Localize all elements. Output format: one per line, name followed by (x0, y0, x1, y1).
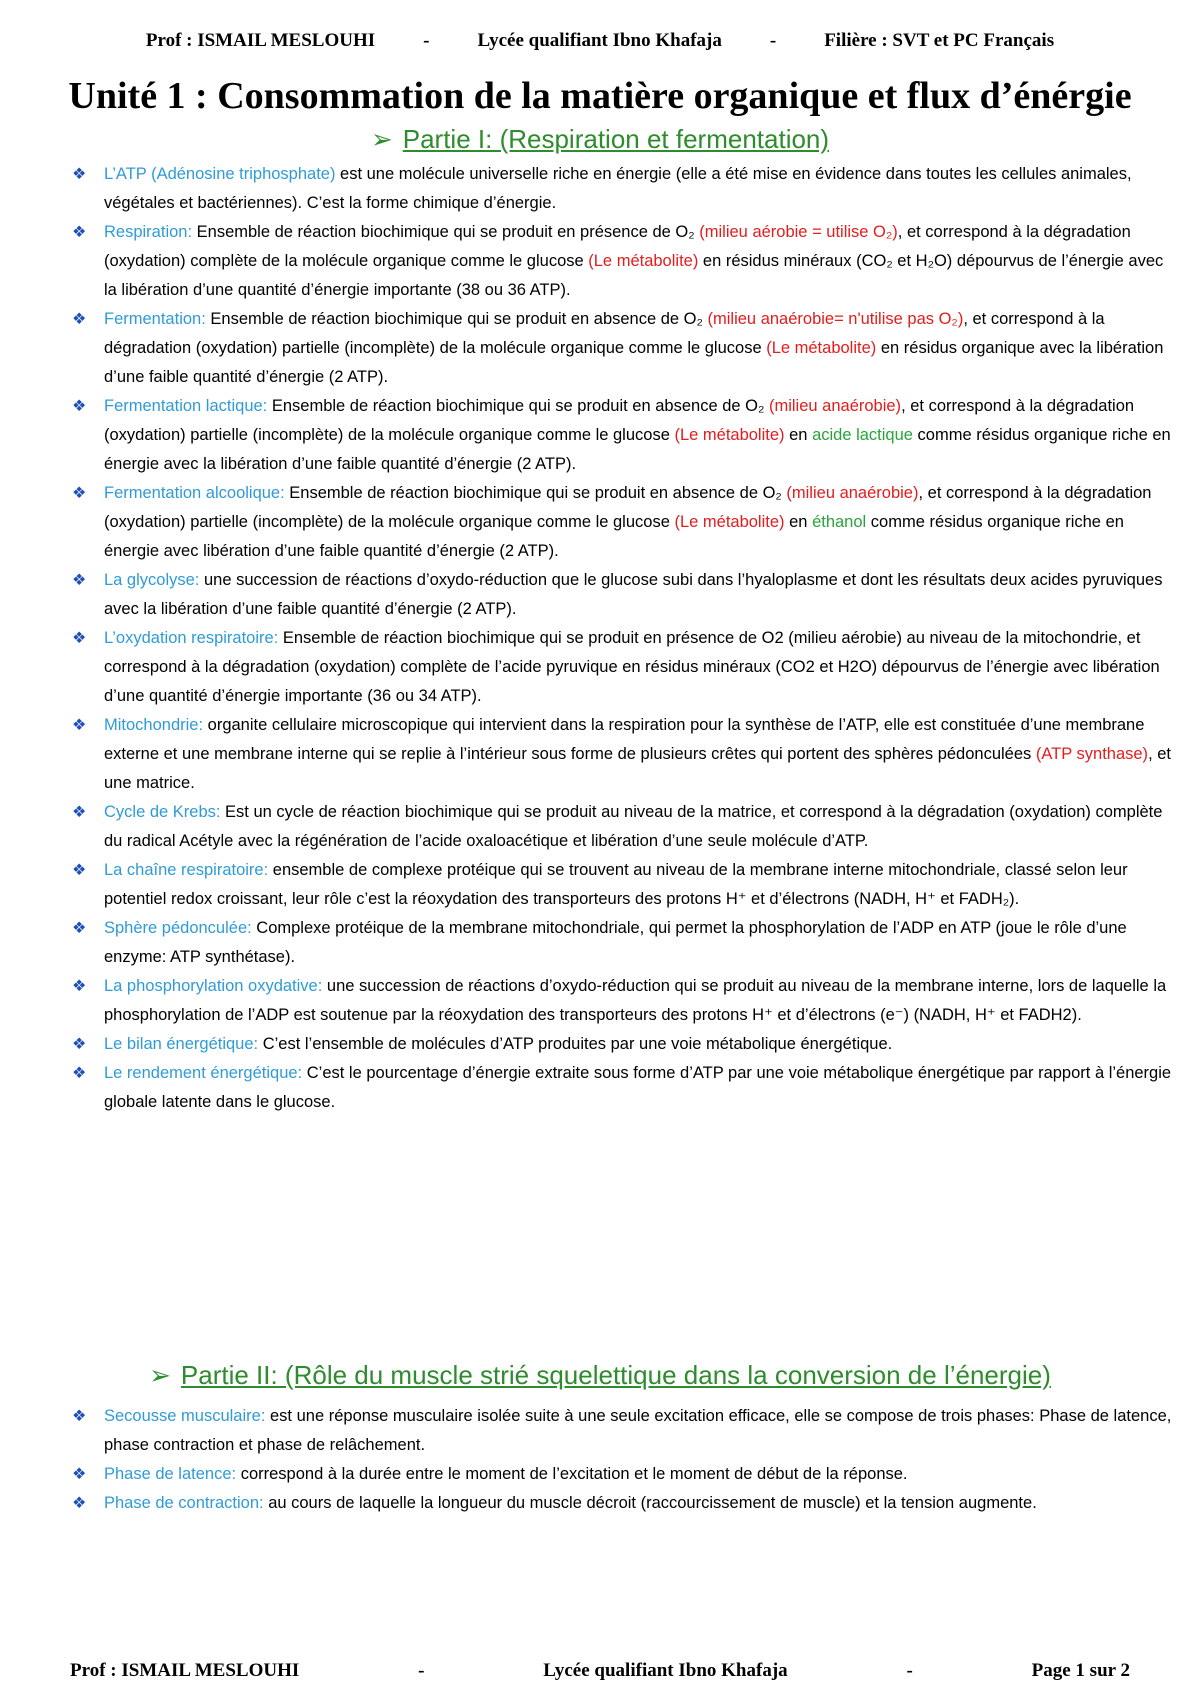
list-item (62, 914, 1172, 972)
term-label: Fermentation alcoolique: (104, 484, 285, 502)
definition-text: , et correspond à la dégradation (oxydation) complète de la molécule organique comme le glucose (104, 223, 1131, 270)
highlight-red: (Le métabolite) (766, 339, 877, 357)
term-label: Le rendement énergétique: (104, 1064, 303, 1082)
term-label: Fermentation lactique: (104, 397, 268, 415)
highlight-red: (milieu anaérobie) (786, 484, 919, 502)
footer-separator: - (906, 1660, 913, 1681)
term-label: L’ATP (Adénosine triphosphate) (104, 165, 336, 183)
diamond-bullet-icon: ❖ (72, 717, 87, 734)
term-label: Le bilan énergétique: (104, 1035, 259, 1053)
part-2-label: Partie II: (Rôle du muscle strié squelettique dans la conversion de l’énergie) (180, 1360, 1051, 1390)
term-label: La phosphorylation oxydative: (104, 977, 323, 995)
definitions-list-part-2 (62, 1402, 1172, 1518)
diamond-bullet-icon: ❖ (72, 920, 87, 937)
diamond-bullet-icon: ❖ (72, 166, 87, 183)
definition-text: Ensemble de réaction biochimique qui se produit en absence de O₂ (205, 310, 708, 328)
diamond-bullet-icon: ❖ (72, 1036, 87, 1053)
page-title: Unité 1 : Consommation de la matière organique et flux d’énérgie (68, 75, 1132, 117)
term-label: La glycolyse: (104, 571, 200, 589)
list-item (62, 160, 1172, 218)
definition-text: comme résidus organique riche en énergie avec libération d’une faible quantité d’énergie (2 ATP). (104, 513, 1124, 560)
definition-text: en (784, 426, 813, 444)
list-item (62, 798, 1172, 856)
definition-text: au cours de laquelle la longueur du muscle décroit (raccourcissement de muscle) et la tension augmente. (263, 1494, 1037, 1512)
highlight-red: (Le métabolite) (674, 513, 785, 531)
part-1-label: Partie I: (Respiration et fermentation) (402, 124, 830, 154)
highlight-red: (Le métabolite) (674, 426, 785, 444)
definition-text: une succession de réactions d’oxydo-réduction que le glucose subi dans l’hyaloplasme et dont les résultats deux acides pyruviques avec la libération d’une faible quantité d’énergie (2 ATP). (104, 571, 1163, 618)
highlight-red: (Le métabolite) (588, 252, 699, 270)
definition-text: C’est le pourcentage d’énergie extraite sous forme d’ATP par une voie métabolique énergétique par rapport à l’énergie globale latente dans le glucose. (104, 1064, 1172, 1111)
highlight-red: (milieu anaérobie= n'utilise pas O₂) (707, 310, 964, 328)
definition-text: en résidus minéraux (CO₂ et H₂O) dépourvus de l’énergie avec la libération d’une quantité d’énergie importante (38 ou 36 ATP). (104, 252, 1164, 299)
part-2-heading (0, 1360, 1200, 1391)
term-label: Fermentation: (104, 310, 206, 328)
diamond-bullet-icon: ❖ (72, 1495, 87, 1512)
page-number: Page 1 sur 2 (1031, 1660, 1130, 1681)
definitions-list-part-1 (62, 160, 1172, 1117)
diamond-bullet-icon: ❖ (72, 398, 87, 415)
part-1-heading (0, 124, 1200, 155)
definition-text: comme résidus organique riche en énergie avec la libération d’une faible quantité d’énergie (2 ATP). (104, 426, 1171, 473)
definition-text: C’est l’ensemble de molécules d’ATP produites par une voie métabolique énergétique. (258, 1035, 893, 1053)
term-label: Mitochondrie: (104, 716, 204, 734)
highlight-red: (ATP synthase) (1035, 745, 1149, 763)
diamond-bullet-icon: ❖ (72, 1466, 87, 1483)
highlight-green: acide lactique (812, 426, 913, 444)
header-school: Lycée qualifiant Ibno Khafaja (477, 30, 722, 51)
term-label: L’oxydation respiratoire: (104, 629, 279, 647)
highlight-red: (milieu anaérobie) (768, 397, 902, 415)
footer-separator: - (418, 1660, 425, 1681)
highlight-green: éthanol (812, 513, 867, 531)
term-label: La chaîne respiratoire: (104, 861, 269, 879)
definition-text: Ensemble de réaction biochimique qui se produit en présence de O2 (milieu aérobie) au niveau de la mitochondrie, et correspond à la dégradation (oxydation) complète de l’acide pyruvique en résidus minéraux (CO2 et H2O) dépourvus de l’énergie avec libération d’une quantité d’énergie importante (36 ou 34 ATP). (104, 629, 1160, 705)
diamond-bullet-icon: ❖ (72, 1408, 87, 1425)
diamond-bullet-icon: ❖ (72, 224, 87, 241)
page-header (0, 30, 1200, 52)
header-prof: Prof : ISMAIL MESLOUHI (145, 30, 376, 51)
diamond-bullet-icon: ❖ (72, 572, 87, 589)
term-label: Phase de contraction: (104, 1494, 264, 1512)
list-item (62, 711, 1172, 798)
list-item (62, 1489, 1172, 1518)
definition-text: en (784, 513, 813, 531)
header-separator: - (769, 30, 777, 51)
list-item (62, 1402, 1172, 1460)
list-item (62, 624, 1172, 711)
list-item (62, 566, 1172, 624)
diamond-bullet-icon: ❖ (72, 862, 87, 879)
definition-text: en résidus organique avec la libération d’une faible quantité d’énergie (2 ATP). (104, 339, 1164, 386)
definition-text: une succession de réactions d’oxydo-réduction qui se produit au niveau de la membrane interne, lors de laquelle la phosphorylation de l’ADP est soutenue par la réoxydation des transporteurs des protons H⁺ et d’électrons (e⁻) (NADH, H⁺ et FADH2). (104, 977, 1167, 1024)
list-item (62, 972, 1172, 1030)
definition-text: organite cellulaire microscopique qui intervient dans la respiration pour la synthèse de l’ATP, elle est constituée d’une membrane externe et une membrane interne qui se replie à l’intérieur sous forme de plusieurs crêtes qui portent des sphères pédonculées (104, 716, 1145, 763)
header-separator: - (423, 30, 430, 51)
definition-text: Ensemble de réaction biochimique qui se produit en absence de O₂ (284, 484, 787, 502)
term-label: Cycle de Krebs: (104, 803, 221, 821)
definition-text: , et correspond à la dégradation (oxydation) partielle (incomplète) de la molécule organique comme le glucose (104, 484, 1152, 531)
definition-text: , et correspond à la dégradation (oxydation) partielle (incomplète) de la molécule organique comme le glucose (104, 397, 1135, 444)
highlight-red: (milieu aérobie = utilise O₂) (699, 223, 898, 241)
arrow-icon: ➢ (370, 124, 393, 154)
term-label: Respiration: (104, 223, 193, 241)
diamond-bullet-icon: ❖ (72, 630, 87, 647)
page-footer (70, 1660, 1130, 1682)
list-item (62, 305, 1172, 392)
definition-text: est une molécule universelle riche en énergie (elle a été mise en évidence dans toutes les cellules animales, végétales et bactériennes). C’est la forme chimique d’énergie. (104, 165, 1132, 212)
diamond-bullet-icon: ❖ (72, 485, 87, 502)
header-stream: Filière : SVT et PC Français (824, 30, 1055, 51)
footer-prof: Prof : ISMAIL MESLOUHI (70, 1660, 300, 1681)
diamond-bullet-icon: ❖ (72, 311, 87, 328)
definition-text: , et une matrice. (104, 745, 1171, 792)
diamond-bullet-icon: ❖ (72, 1065, 87, 1082)
term-label: Phase de latence: (104, 1465, 237, 1483)
definition-text: ensemble de complexe protéique qui se trouvent au niveau de la membrane interne mitochondriale, classé selon leur potentiel redox croissant, leur rôle c’est la réoxydation des transporteurs des protons H⁺ et d’électrons (NADH, H⁺ et FADH₂). (104, 861, 1128, 908)
list-item (62, 1059, 1172, 1117)
arrow-icon: ➢ (149, 1360, 171, 1390)
diamond-bullet-icon: ❖ (72, 978, 87, 995)
list-item (62, 1460, 1172, 1489)
definition-text: correspond à la durée entre le moment de l’excitation et le moment de début de la réponse. (236, 1465, 908, 1483)
list-item (62, 218, 1172, 305)
definition-text: Est un cycle de réaction biochimique qui se produit au niveau de la matrice, et correspond à la dégradation (oxydation) complète du radical Acétyle avec la régénération de l’acide oxaloacétique et libération d’une seule molécule d’ATP. (104, 803, 1163, 850)
term-label: Secousse musculaire: (104, 1407, 266, 1425)
term-label: Sphère pédonculée: (104, 919, 252, 937)
list-item (62, 479, 1172, 566)
definition-text: Ensemble de réaction biochimique qui se produit en absence de O₂ (267, 397, 769, 415)
list-item (62, 392, 1172, 479)
diamond-bullet-icon: ❖ (72, 804, 87, 821)
footer-school: Lycée qualifiant Ibno Khafaja (543, 1660, 788, 1681)
list-item (62, 856, 1172, 914)
definition-text: , et correspond à la dégradation (oxydation) partielle (incomplète) de la molécule organique comme le glucose (104, 310, 1105, 357)
definition-text: est une réponse musculaire isolée suite à une seule excitation efficace, elle se compose de trois phases: Phase de latence, phase contraction et phase de relâchement. (104, 1407, 1172, 1454)
definition-text: Complexe protéique de la membrane mitochondriale, qui permet la phosphorylation de l’ADP en ATP (joue le rôle d’une enzyme: ATP synthétase). (104, 919, 1127, 966)
definition-text: Ensemble de réaction biochimique qui se produit en présence de O₂ (192, 223, 700, 241)
list-item (62, 1030, 1172, 1059)
